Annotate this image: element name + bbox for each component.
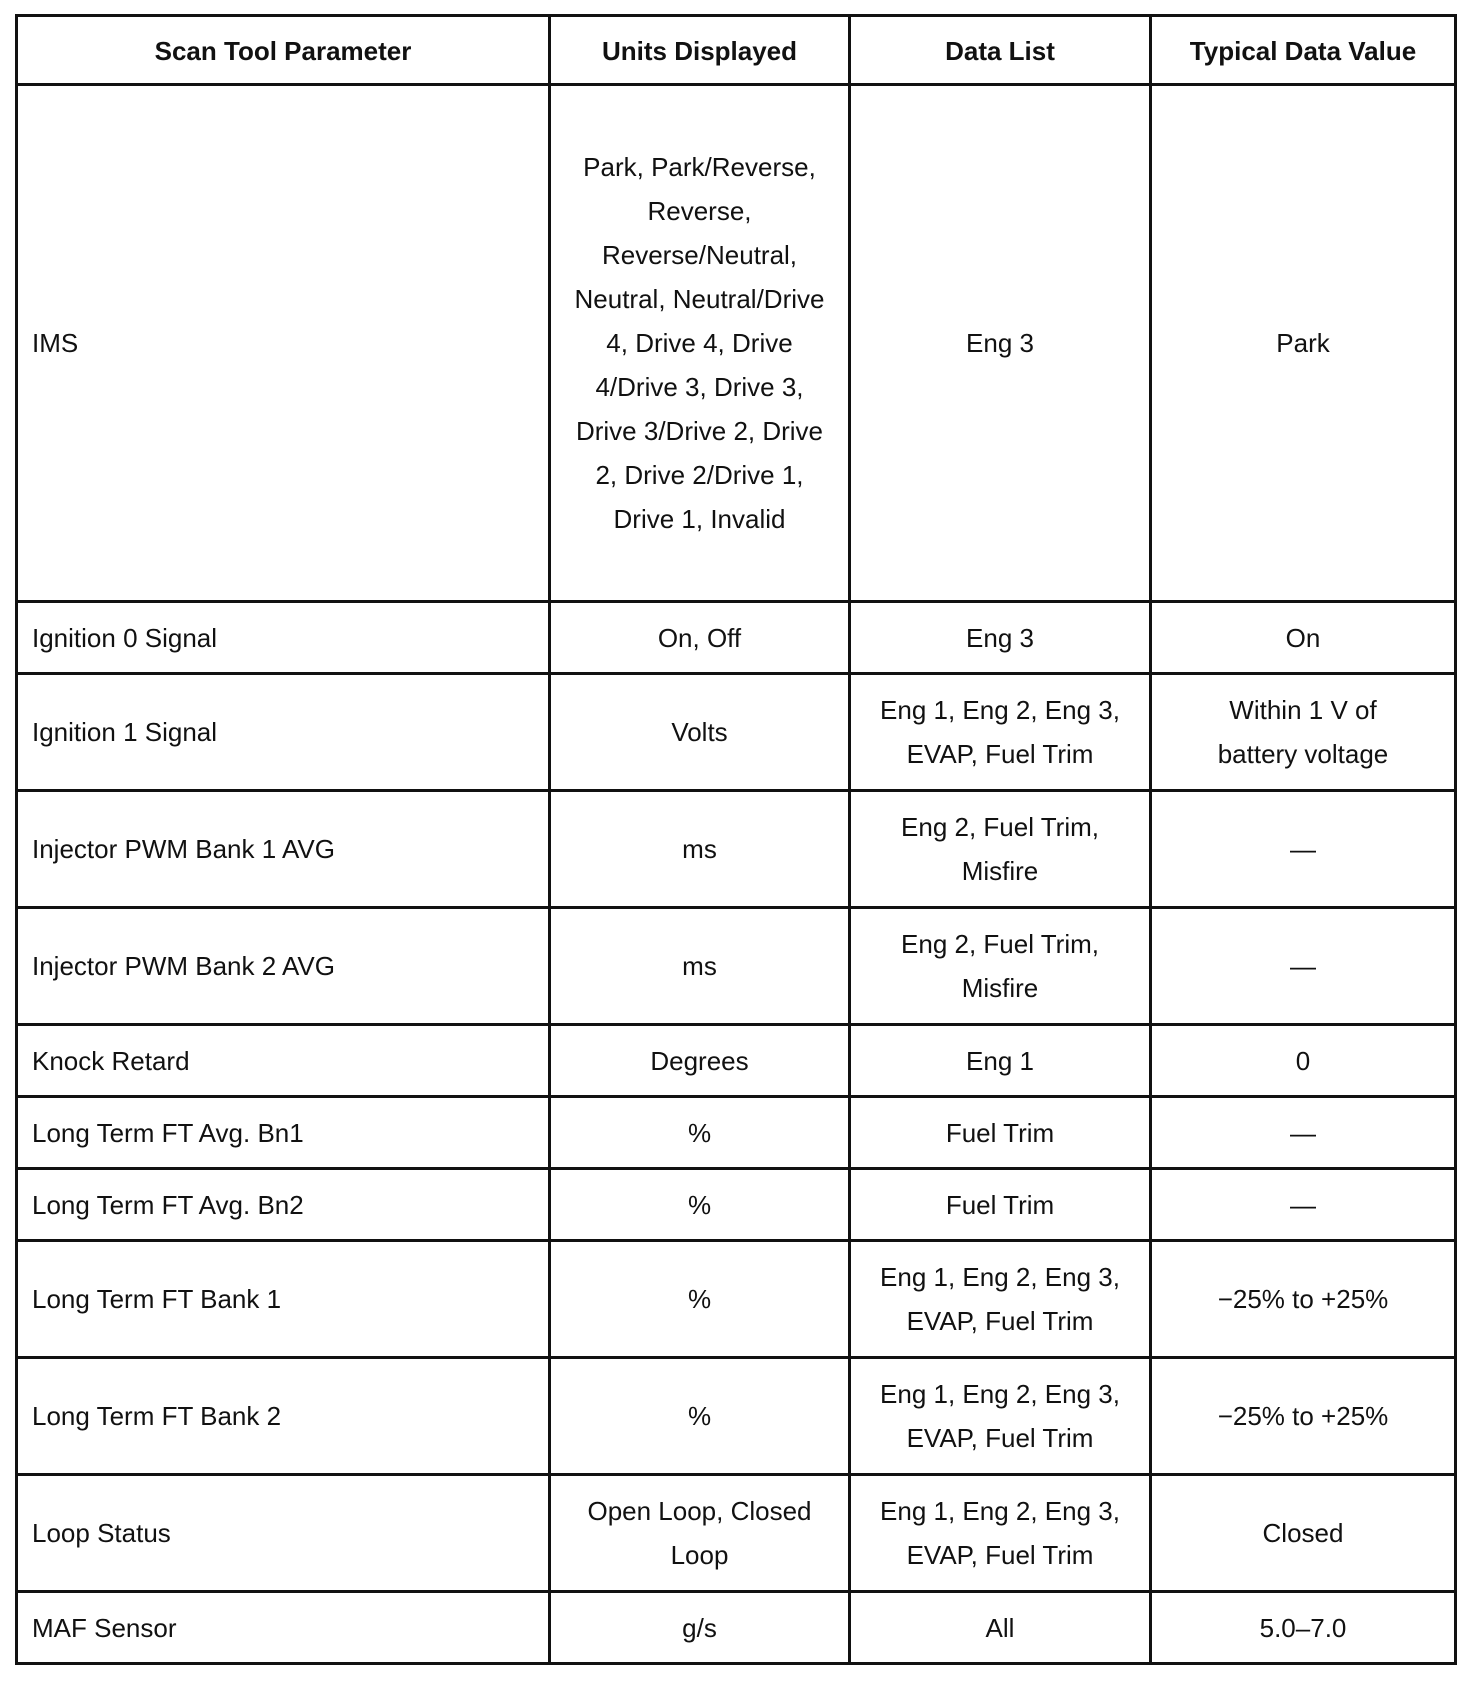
units-cell: On, Off: [550, 602, 850, 674]
data-list-cell: Eng 1, Eng 2, Eng 3, EVAP, Fuel Trim: [850, 1358, 1151, 1475]
parameter-cell: Ignition 0 Signal: [17, 602, 550, 674]
data-list-cell: Eng 1: [850, 1025, 1151, 1097]
data-list-cell: Eng 2, Fuel Trim, Misfire: [850, 908, 1151, 1025]
header-units-displayed: Units Displayed: [550, 16, 850, 85]
parameter-cell: Ignition 1 Signal: [17, 674, 550, 791]
parameter-cell: Long Term FT Avg. Bn2: [17, 1169, 550, 1241]
parameter-cell: Knock Retard: [17, 1025, 550, 1097]
parameter-cell: IMS: [17, 85, 550, 602]
units-cell: %: [550, 1358, 850, 1475]
units-cell: %: [550, 1241, 850, 1358]
typical-value-cell: Closed: [1151, 1475, 1456, 1592]
parameter-cell: Loop Status: [17, 1475, 550, 1592]
typical-value-cell: 5.0–7.0: [1151, 1592, 1456, 1664]
typical-value-cell: —: [1151, 1169, 1456, 1241]
typical-value-cell: Park: [1151, 85, 1456, 602]
table-row: [17, 1358, 1456, 1475]
parameter-cell: Long Term FT Bank 2: [17, 1358, 550, 1475]
units-cell: Degrees: [550, 1025, 850, 1097]
table-row: [17, 1241, 1456, 1358]
parameter-cell: Injector PWM Bank 1 AVG: [17, 791, 550, 908]
data-list-cell: Fuel Trim: [850, 1169, 1151, 1241]
typical-value-cell: —: [1151, 1097, 1456, 1169]
data-list-cell: Eng 1, Eng 2, Eng 3, EVAP, Fuel Trim: [850, 1241, 1151, 1358]
table-row: [17, 1169, 1456, 1241]
units-cell: ms: [550, 908, 850, 1025]
typical-value-cell: Within 1 V of battery voltage: [1151, 674, 1456, 791]
typical-value-cell: On: [1151, 602, 1456, 674]
parameter-cell: Long Term FT Bank 1: [17, 1241, 550, 1358]
table-row: [17, 908, 1456, 1025]
units-cell: Open Loop, Closed Loop: [550, 1475, 850, 1592]
header-scan-tool-parameter: Scan Tool Parameter: [17, 16, 550, 85]
units-cell: Volts: [550, 674, 850, 791]
data-list-cell: Eng 1, Eng 2, Eng 3, EVAP, Fuel Trim: [850, 674, 1151, 791]
data-list-cell: All: [850, 1592, 1151, 1664]
data-list-cell: Eng 1, Eng 2, Eng 3, EVAP, Fuel Trim: [850, 1475, 1151, 1592]
units-cell: ms: [550, 791, 850, 908]
typical-value-cell: —: [1151, 908, 1456, 1025]
table-row: [17, 85, 1456, 602]
header-typical-data-value: Typical Data Value: [1151, 16, 1456, 85]
parameter-cell: MAF Sensor: [17, 1592, 550, 1664]
data-list-cell: Eng 2, Fuel Trim, Misfire: [850, 791, 1151, 908]
table-row: [17, 791, 1456, 908]
table-row: [17, 1025, 1456, 1097]
data-list-cell: Eng 3: [850, 85, 1151, 602]
scan-tool-data-table: [15, 14, 1457, 1665]
header-row: [17, 16, 1456, 85]
data-list-cell: Eng 3: [850, 602, 1151, 674]
typical-value-cell: −25% to +25%: [1151, 1358, 1456, 1475]
table-row: [17, 674, 1456, 791]
header-data-list: Data List: [850, 16, 1151, 85]
typical-value-cell: −25% to +25%: [1151, 1241, 1456, 1358]
units-cell: Park, Park/Reverse, Reverse, Reverse/Neutral, Neutral, Neutral/Drive 4, Drive 4, Drive 4/Drive 3, Drive 3, Drive 3/Drive 2, Drive 2, Drive 2/Drive 1, Drive 1, Invalid: [550, 85, 850, 602]
parameter-cell: Injector PWM Bank 2 AVG: [17, 908, 550, 1025]
table-row: [17, 1592, 1456, 1664]
table-row: [17, 602, 1456, 674]
typical-value-cell: —: [1151, 791, 1456, 908]
units-cell: %: [550, 1169, 850, 1241]
typical-value-cell: 0: [1151, 1025, 1456, 1097]
parameter-cell: Long Term FT Avg. Bn1: [17, 1097, 550, 1169]
table-row: [17, 1097, 1456, 1169]
units-cell: g/s: [550, 1592, 850, 1664]
data-list-cell: Fuel Trim: [850, 1097, 1151, 1169]
table-row: [17, 1475, 1456, 1592]
units-cell: %: [550, 1097, 850, 1169]
